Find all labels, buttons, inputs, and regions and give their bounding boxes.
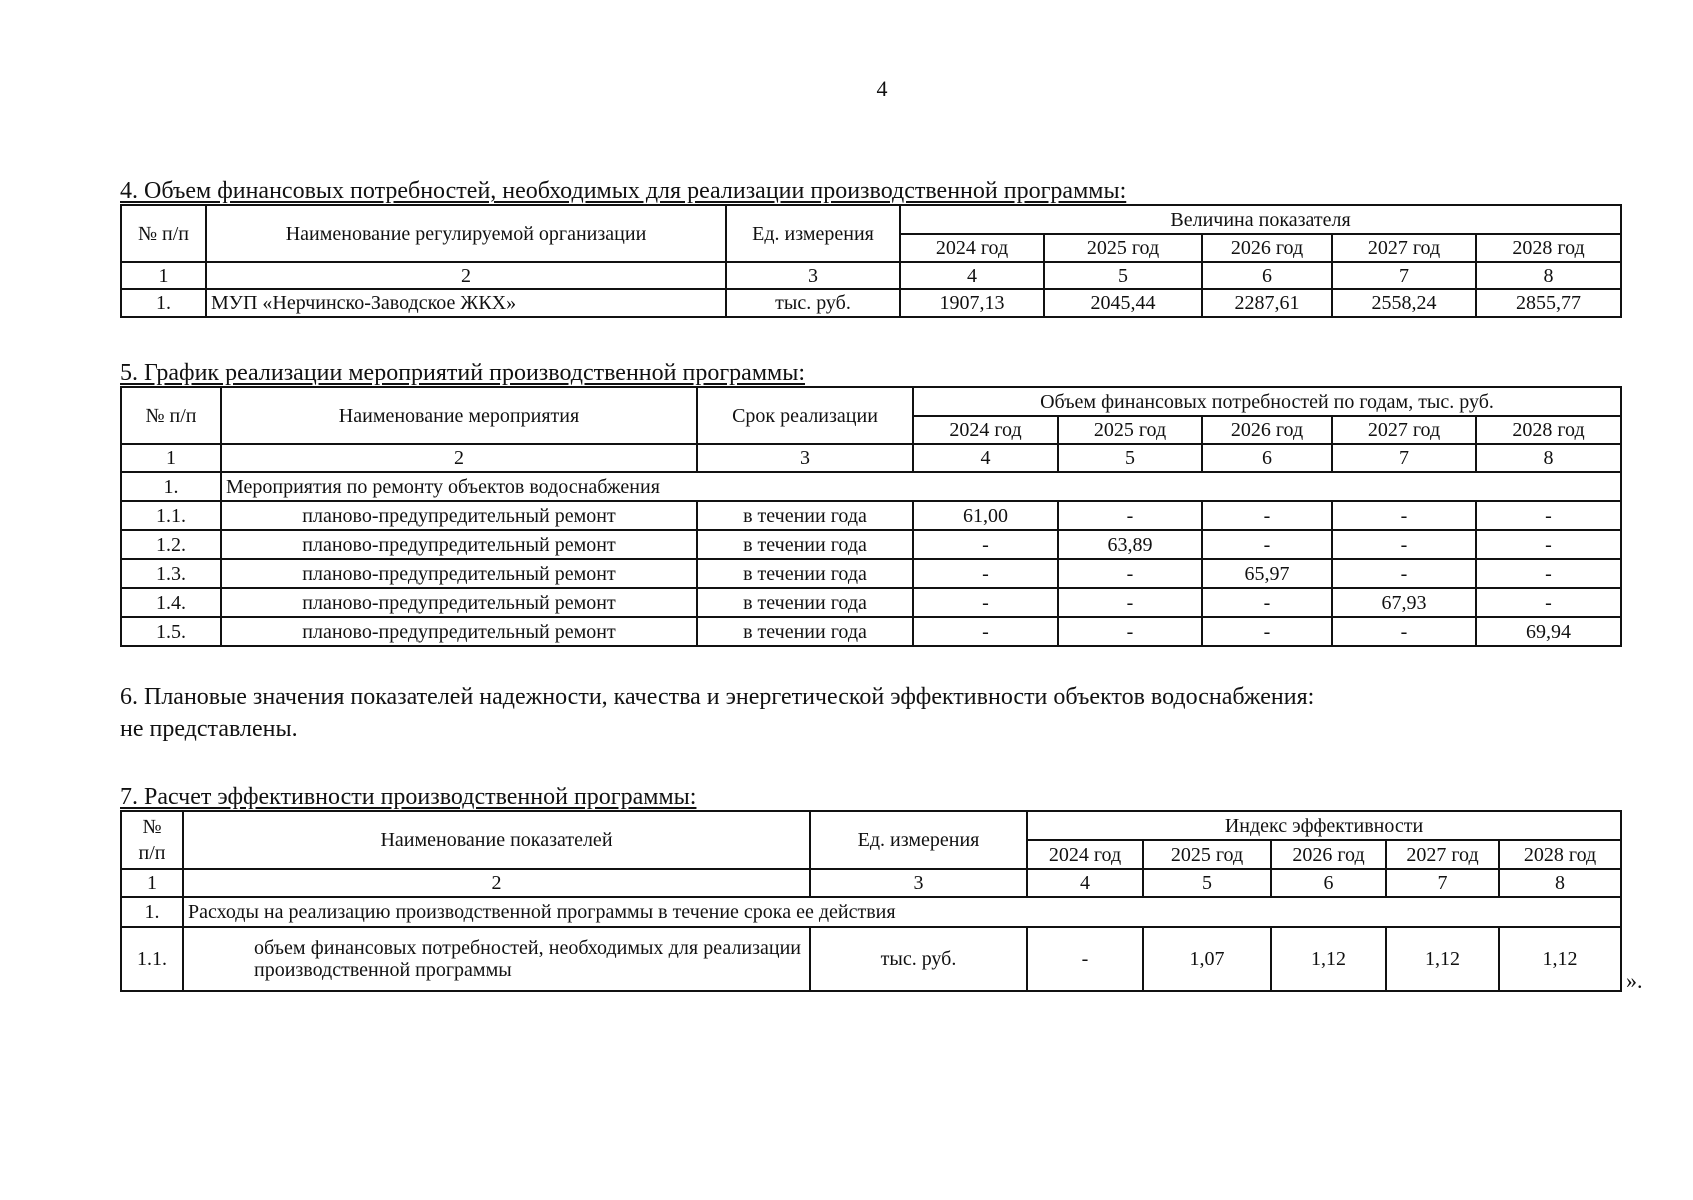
value-cell: - — [1332, 501, 1476, 530]
column-index: 4 — [900, 262, 1044, 289]
activity-name: планово-предупредительный ремонт — [221, 559, 697, 588]
column-index: 2 — [183, 869, 810, 897]
value-cell: 1907,13 — [900, 289, 1044, 317]
value-cell: 65,97 — [1202, 559, 1332, 588]
org-name: МУП «Нерчинско-Заводское ЖКХ» — [206, 289, 726, 317]
year-header: 2026 год — [1202, 234, 1332, 262]
row-num: 1. — [121, 289, 206, 317]
term: в течении года — [697, 530, 913, 559]
column-index: 5 — [1044, 262, 1202, 289]
column-index: 1 — [121, 869, 183, 897]
value-cell: - — [1202, 588, 1332, 617]
value-cell: 2855,77 — [1476, 289, 1621, 317]
header-activity-name: Наименование мероприятия — [221, 387, 697, 444]
value-cell: 2287,61 — [1202, 289, 1332, 317]
year-header: 2026 год — [1202, 416, 1332, 444]
table-row — [121, 588, 1621, 617]
term: в течении года — [697, 617, 913, 646]
column-index: 7 — [1332, 262, 1476, 289]
year-header: 2024 год — [900, 234, 1044, 262]
value-cell: 2558,24 — [1332, 289, 1476, 317]
header-unit: Ед. измерения — [726, 205, 900, 262]
section-4-title: 4. Объем финансовых потребностей, необходимых для реализации производственной программы: — [120, 178, 1127, 204]
column-index: 7 — [1386, 869, 1499, 897]
year-header: 2027 год — [1386, 840, 1499, 869]
row-num: 1. — [121, 897, 183, 927]
indicator-name-line1: объем финансовых потребностей, необходимых — [254, 937, 664, 959]
value-cell: - — [1058, 501, 1202, 530]
column-index: 7 — [1332, 444, 1476, 472]
term: в течении года — [697, 501, 913, 530]
activity-name: планово-предупредительный ремонт — [221, 501, 697, 530]
table-row — [121, 289, 1621, 317]
column-index: 2 — [206, 262, 726, 289]
year-header: 2025 год — [1143, 840, 1271, 869]
column-index: 6 — [1202, 262, 1332, 289]
value-cell: - — [1476, 588, 1621, 617]
value-cell: - — [1476, 501, 1621, 530]
value-cell: - — [1476, 559, 1621, 588]
column-index: 5 — [1143, 869, 1271, 897]
table-row — [121, 927, 1621, 991]
header-indicator-value: Величина показателя — [900, 205, 1621, 234]
year-header: 2024 год — [913, 416, 1058, 444]
year-header: 2027 год — [1332, 416, 1476, 444]
term: в течении года — [697, 559, 913, 588]
group-row — [121, 472, 1621, 501]
table-row — [121, 501, 1621, 530]
column-index: 1 — [121, 262, 206, 289]
value-cell: 69,94 — [1476, 617, 1621, 646]
value-cell: - — [913, 617, 1058, 646]
row-num: 1.5. — [121, 617, 221, 646]
header-financial-volume: Объем финансовых потребностей по годам, тыс. руб. — [913, 387, 1621, 416]
row-num: 1.3. — [121, 559, 221, 588]
activity-name: планово-предупредительный ремонт — [221, 530, 697, 559]
year-header: 2024 год — [1027, 840, 1143, 869]
group-title: Мероприятия по ремонту объектов водоснабжения — [221, 472, 1621, 501]
efficiency-table — [120, 810, 1622, 992]
section-7-title: 7. Расчет эффективности производственной программы: — [120, 784, 697, 810]
indicator-name-line2: для реализации производственной программы — [254, 937, 801, 981]
page-number: 4 — [876, 76, 888, 101]
column-index: 8 — [1476, 262, 1621, 289]
column-index: 2 — [221, 444, 697, 472]
header-num — [121, 811, 183, 869]
column-index: 3 — [810, 869, 1027, 897]
schedule-table — [120, 386, 1622, 647]
header-num-top: № — [142, 816, 162, 838]
section-6-title: 6. Плановые значения показателей надежности, качества и энергетической эффективности объектов водоснабжения: — [120, 684, 1315, 710]
value-cell: 67,93 — [1332, 588, 1476, 617]
row-num: 1.4. — [121, 588, 221, 617]
value-cell: 2045,44 — [1044, 289, 1202, 317]
term: в течении года — [697, 588, 913, 617]
activity-name: планово-предупредительный ремонт — [221, 617, 697, 646]
header-num: № п/п — [121, 387, 221, 444]
column-index: 1 — [121, 444, 221, 472]
indicator-name — [183, 927, 810, 991]
value-cell: - — [1476, 530, 1621, 559]
value-cell: - — [1058, 559, 1202, 588]
unit: тыс. руб. — [726, 289, 900, 317]
year-header: 2028 год — [1476, 416, 1621, 444]
header-indicator-name: Наименование показателей — [183, 811, 810, 869]
year-header: 2026 год — [1271, 840, 1386, 869]
unit: тыс. руб. — [810, 927, 1027, 991]
table-row — [121, 530, 1621, 559]
value-cell: 1,07 — [1143, 927, 1271, 991]
header-num: № п/п — [121, 205, 206, 262]
header-org-name: Наименование регулируемой организации — [206, 205, 726, 262]
value-cell: - — [1058, 617, 1202, 646]
group-title: Расходы на реализацию производственной программы в течение срока ее действия — [183, 897, 1621, 927]
column-index: 5 — [1058, 444, 1202, 472]
header-efficiency-index: Индекс эффективности — [1027, 811, 1621, 840]
value-cell: 63,89 — [1058, 530, 1202, 559]
value-cell: - — [913, 530, 1058, 559]
value-cell: - — [1058, 588, 1202, 617]
value-cell: 1,12 — [1499, 927, 1621, 991]
header-term: Срок реализации — [697, 387, 913, 444]
value-cell: - — [913, 559, 1058, 588]
value-cell: - — [1202, 530, 1332, 559]
value-cell: - — [1332, 530, 1476, 559]
value-cell: 1,12 — [1271, 927, 1386, 991]
header-num-bottom: п/п — [138, 842, 166, 864]
value-cell: 61,00 — [913, 501, 1058, 530]
value-cell: - — [1202, 617, 1332, 646]
row-num: 1.2. — [121, 530, 221, 559]
year-header: 2028 год — [1476, 234, 1621, 262]
column-index: 8 — [1499, 869, 1621, 897]
column-index: 4 — [913, 444, 1058, 472]
row-num: 1. — [121, 472, 221, 501]
value-cell: - — [1332, 559, 1476, 588]
column-index: 4 — [1027, 869, 1143, 897]
section-6-status: не представлены. — [120, 716, 298, 742]
value-cell: 1,12 — [1386, 927, 1499, 991]
year-header: 2027 год — [1332, 234, 1476, 262]
group-row — [121, 897, 1621, 927]
year-header: 2025 год — [1044, 234, 1202, 262]
activity-name: планово-предупредительный ремонт — [221, 588, 697, 617]
column-index: 8 — [1476, 444, 1621, 472]
column-index: 3 — [697, 444, 913, 472]
value-cell: - — [1027, 927, 1143, 991]
year-header: 2025 год — [1058, 416, 1202, 444]
row-num: 1.1. — [121, 501, 221, 530]
column-index: 3 — [726, 262, 900, 289]
column-index: 6 — [1271, 869, 1386, 897]
closing-quote: ». — [1626, 968, 1643, 993]
financial-needs-table — [120, 204, 1622, 318]
value-cell: - — [1202, 501, 1332, 530]
section-5-title: 5. График реализации мероприятий производственной программы: — [120, 360, 805, 386]
table-row — [121, 617, 1621, 646]
column-index: 6 — [1202, 444, 1332, 472]
header-unit: Ед. измерения — [810, 811, 1027, 869]
value-cell: - — [913, 588, 1058, 617]
table-row — [121, 559, 1621, 588]
row-num: 1.1. — [121, 927, 183, 991]
value-cell: - — [1332, 617, 1476, 646]
year-header: 2028 год — [1499, 840, 1621, 869]
